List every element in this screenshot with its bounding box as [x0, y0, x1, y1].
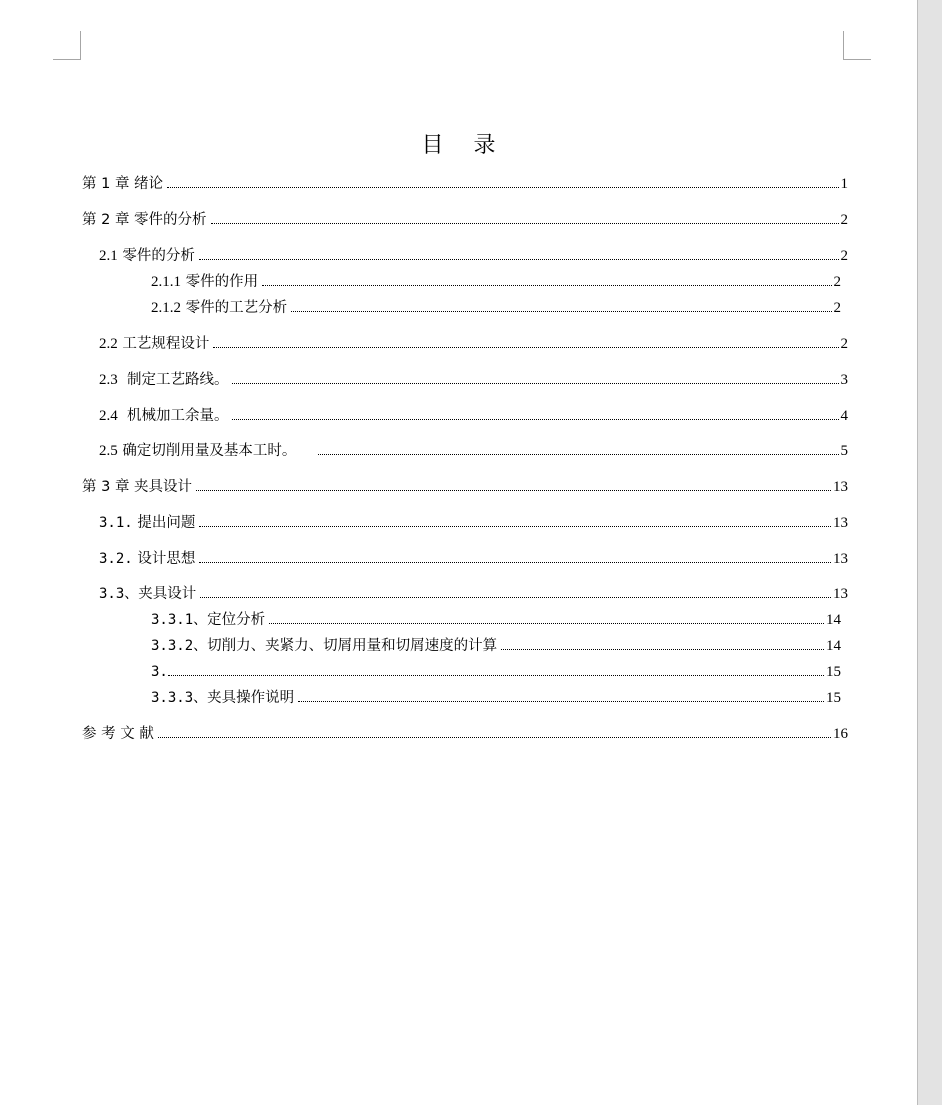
- toc-page-number: 2: [833, 300, 841, 316]
- toc-page-number: 4: [840, 408, 848, 424]
- toc-entry-text: 机械加工余量。: [117, 408, 229, 424]
- toc-entry[interactable]: [151, 298, 841, 318]
- toc-page-number: 13: [833, 551, 848, 567]
- toc-entry-prefix: 3.2.: [99, 551, 133, 567]
- toc-entry-text: 零件的作用: [181, 274, 259, 290]
- toc-page-number: 13: [833, 586, 848, 602]
- toc-entry[interactable]: [99, 406, 848, 426]
- toc-page-number: 14: [826, 638, 841, 654]
- toc-entry-text: 零件的分析: [129, 212, 207, 228]
- toc-entry-text: 确定切削用量及基本工时。: [117, 443, 297, 459]
- toc-entry-prefix: 3.3、: [99, 586, 139, 602]
- toc-entry-text: 夹具设计: [129, 479, 193, 495]
- toc-page-number: 16: [833, 726, 848, 742]
- toc-leader: [501, 648, 824, 650]
- toc-entry-prefix: 2.5: [99, 443, 118, 459]
- crop-mark-top-right: [843, 31, 844, 59]
- toc-leader: [200, 596, 831, 598]
- toc-entry-prefix: 2.1.1: [151, 274, 181, 290]
- toc-entry-text: 制定工艺路线。: [117, 372, 229, 388]
- toc-leader: [199, 525, 831, 527]
- toc-entry-prefix: 3.3.3、: [151, 690, 208, 706]
- crop-mark-top-left: [80, 31, 81, 59]
- toc-entry-text: 夹具操作说明: [207, 690, 295, 706]
- toc-entry-text: 绪论: [129, 176, 164, 192]
- toc-page-number: 15: [826, 664, 841, 680]
- toc-entry[interactable]: [82, 724, 848, 744]
- toc-entry[interactable]: [99, 334, 848, 354]
- toc-entry-text: 切削力、夹紧力、切屑用量和切屑速度的计算: [207, 638, 498, 654]
- toc-entry[interactable]: [99, 246, 848, 266]
- toc-leader: [196, 489, 831, 491]
- toc-entry[interactable]: [99, 549, 848, 569]
- toc-entry-prefix: 3.3.1、: [151, 612, 208, 628]
- toc-leader: [213, 346, 838, 348]
- toc-entry-text: 定位分析: [207, 612, 266, 628]
- toc-entry[interactable]: [151, 272, 841, 292]
- toc-leader: [232, 418, 838, 420]
- toc-entry-prefix: 参 考 文 献: [82, 726, 154, 742]
- toc-entry[interactable]: [82, 210, 848, 230]
- toc-entry[interactable]: [99, 441, 848, 461]
- toc-entry[interactable]: [151, 610, 841, 630]
- toc-entry[interactable]: [99, 370, 848, 390]
- toc-entry-text: 零件的工艺分析: [181, 300, 288, 316]
- toc-page-number: 15: [826, 690, 841, 706]
- toc-entry-prefix: 2.1.2: [151, 300, 181, 316]
- toc-entry-prefix: 2.4: [99, 408, 118, 424]
- toc-entry-prefix: 2.3: [99, 372, 118, 388]
- toc-leader: [199, 561, 831, 563]
- toc-page-number: 13: [833, 479, 848, 495]
- crop-mark-top-left: [53, 59, 81, 60]
- toc-entry-prefix: 3.3.2、: [151, 638, 208, 654]
- toc-leader: [291, 310, 831, 312]
- toc-title: 目录: [421, 133, 526, 158]
- toc-leader: [298, 700, 824, 702]
- toc-entry-text: 设计思想: [132, 551, 196, 567]
- toc-entry-prefix: 2.1: [99, 248, 118, 264]
- toc-leader: [232, 382, 838, 384]
- toc-page-number: 2: [840, 248, 848, 264]
- toc-entry-prefix: 2.2: [99, 336, 118, 352]
- toc-entry[interactable]: [82, 174, 848, 194]
- toc-leader: [199, 258, 839, 260]
- toc-entry-text: 工艺规程设计: [117, 336, 210, 352]
- toc-entry-text: 提出问题: [132, 515, 196, 531]
- toc-leader: [269, 622, 824, 624]
- toc-entry-prefix: 第 3 章: [82, 479, 130, 495]
- toc-entry[interactable]: [99, 584, 848, 604]
- toc-leader: [158, 736, 831, 738]
- toc-leader: [211, 222, 839, 224]
- toc-page-number: 14: [826, 612, 841, 628]
- toc-page-number: 2: [833, 274, 841, 290]
- toc-page-number: 5: [840, 443, 848, 459]
- toc-entry-prefix: 3.: [151, 664, 168, 680]
- toc-page-number: 2: [840, 212, 848, 228]
- toc-entry[interactable]: [151, 688, 841, 708]
- toc-leader: [168, 674, 824, 676]
- toc-leader: [167, 186, 838, 188]
- toc-entry[interactable]: [99, 513, 848, 533]
- toc-page-number: 1: [840, 176, 848, 192]
- toc-entry-text: 零件的分析: [117, 248, 195, 264]
- toc-entry-prefix: 3.1.: [99, 515, 133, 531]
- toc-entry[interactable]: [151, 636, 841, 656]
- toc-page-number: 13: [833, 515, 848, 531]
- toc-entry-text: 夹具设计: [138, 586, 197, 602]
- toc-page-number: 3: [840, 372, 848, 388]
- toc-entry[interactable]: [151, 662, 841, 682]
- toc-page-number: 2: [840, 336, 848, 352]
- vertical-scrollbar[interactable]: [917, 0, 942, 1105]
- toc-entry-prefix: 第 1 章: [82, 176, 130, 192]
- toc-entry[interactable]: [82, 477, 848, 497]
- crop-mark-top-right: [843, 59, 871, 60]
- toc-leader: [318, 453, 838, 455]
- toc-leader: [262, 284, 831, 286]
- toc-entry-prefix: 第 2 章: [82, 212, 130, 228]
